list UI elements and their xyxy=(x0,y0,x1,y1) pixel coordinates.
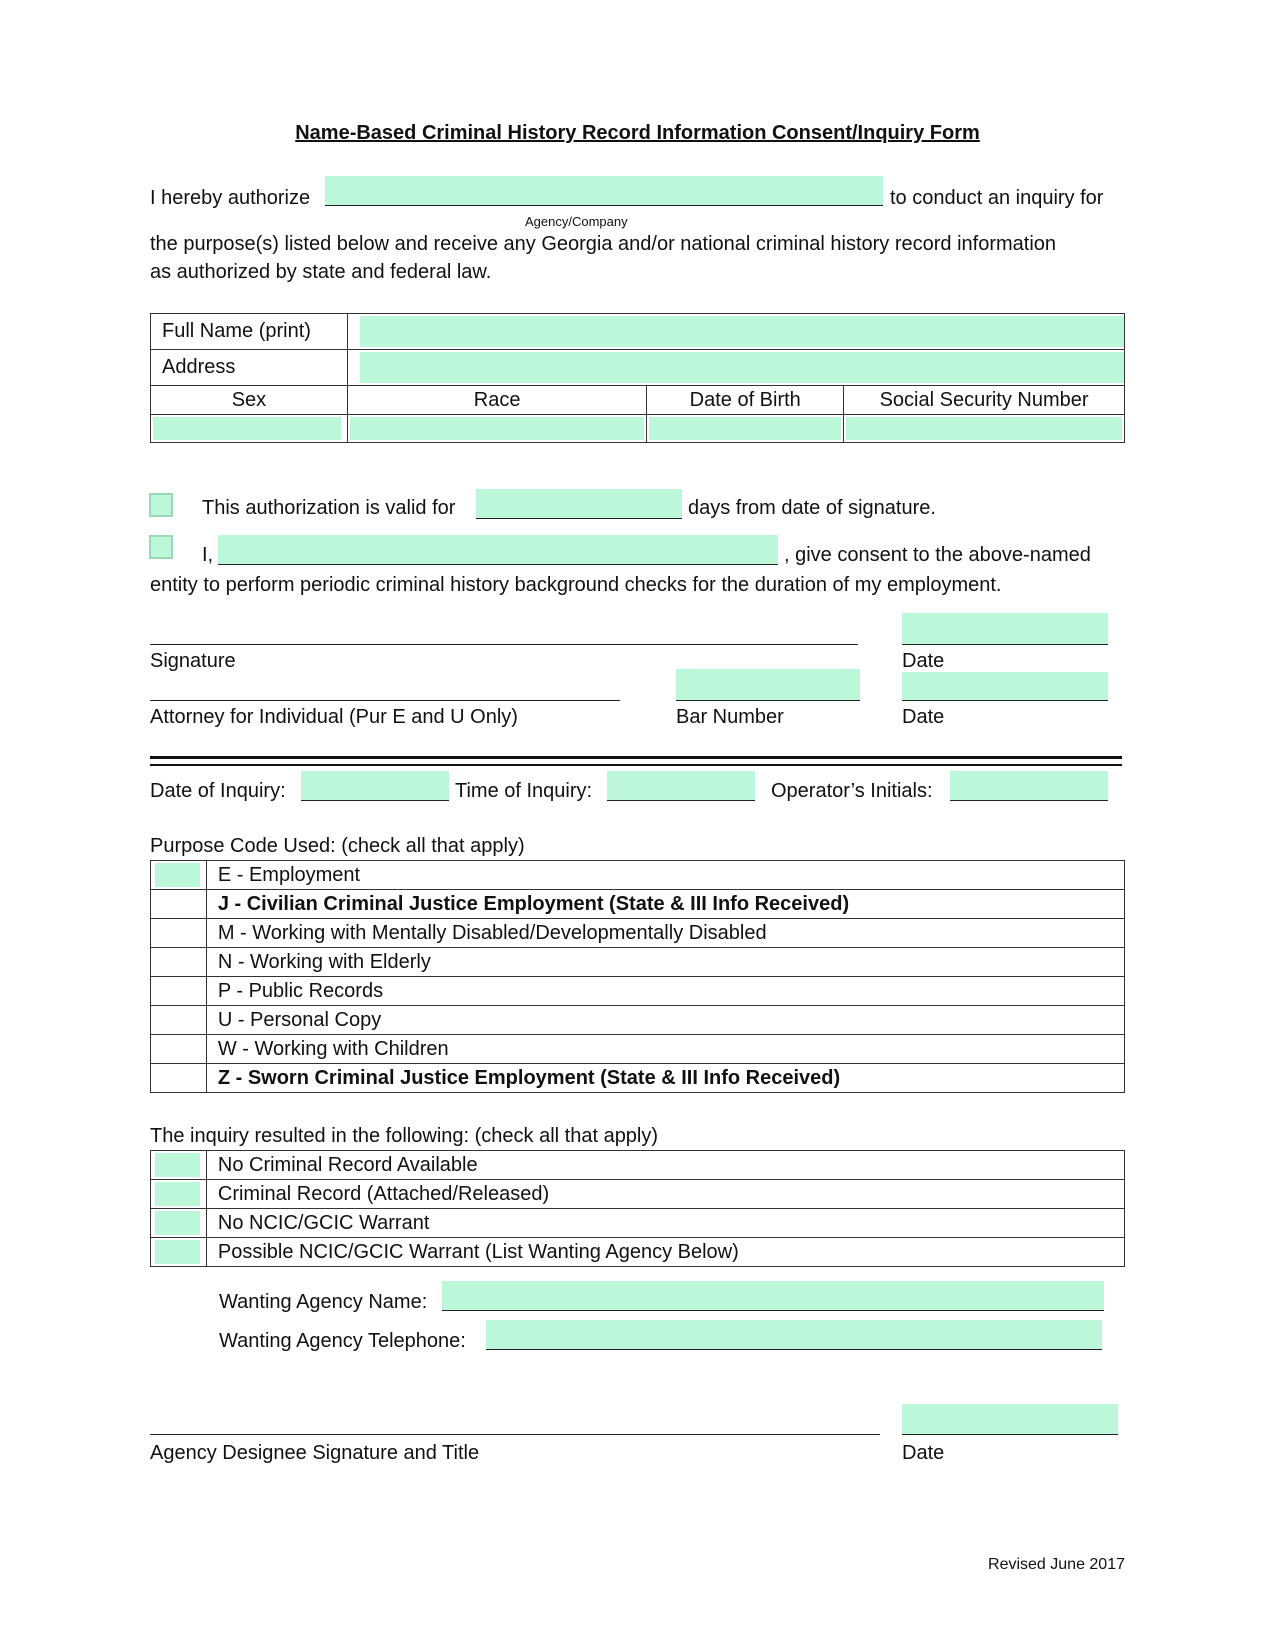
time-of-inquiry-label: Time of Inquiry: xyxy=(455,780,593,802)
full-name-field[interactable] xyxy=(360,316,1124,347)
purpose-z-checkbox[interactable] xyxy=(151,1064,207,1093)
purpose-code-label: P - Public Records xyxy=(217,979,384,1002)
time-of-inquiry-underline xyxy=(607,800,755,801)
operator-initials-underline xyxy=(950,800,1108,801)
purpose-j-checkbox[interactable] xyxy=(151,890,207,919)
signature-line[interactable] xyxy=(150,644,858,645)
consent-suffix: , give consent to the above-named xyxy=(784,544,1091,566)
table-row[interactable] xyxy=(151,1035,1125,1064)
attorney-label: Attorney for Individual (Pur E and U Only) xyxy=(150,706,518,728)
table-row[interactable] xyxy=(151,1209,1125,1238)
table-row[interactable] xyxy=(151,890,1125,919)
table-row[interactable] xyxy=(151,1151,1125,1180)
sex-field[interactable] xyxy=(153,417,341,440)
table-row[interactable] xyxy=(151,861,1125,890)
agency-company-field[interactable] xyxy=(325,176,883,206)
purpose-code-label: E - Employment xyxy=(217,863,361,886)
designee-signature-label: Agency Designee Signature and Title xyxy=(150,1442,480,1464)
table-row[interactable] xyxy=(151,948,1125,977)
table-row[interactable] xyxy=(151,1064,1125,1093)
purpose-w-checkbox[interactable] xyxy=(151,1035,207,1064)
result-label: No Criminal Record Available xyxy=(217,1153,478,1176)
ssn-header: Social Security Number xyxy=(879,388,1089,411)
designee-date-underline xyxy=(902,1434,1118,1435)
wanting-agency-telephone-label: Wanting Agency Telephone: xyxy=(219,1330,466,1352)
agency-company-label: Agency/Company xyxy=(525,214,628,229)
purpose-code-label: N - Working with Elderly xyxy=(217,950,431,973)
authorize-prefix: I hereby authorize xyxy=(150,187,311,209)
wanting-agency-name-label: Wanting Agency Name: xyxy=(219,1291,428,1313)
full-name-label: Full Name (print) xyxy=(162,320,311,342)
revision-note: Revised June 2017 xyxy=(988,1556,1125,1573)
purpose-p-checkbox[interactable] xyxy=(151,977,207,1006)
consent-line-2: entity to perform periodic criminal history background checks for the duration of my employment. xyxy=(150,574,1002,596)
operator-initials-label: Operator’s Initials: xyxy=(771,780,933,802)
sex-header: Sex xyxy=(231,388,267,411)
form-title: Name-Based Criminal History Record Information Consent/Inquiry Form xyxy=(295,122,980,144)
signature-date-label: Date xyxy=(902,650,945,672)
consent-prefix: I, xyxy=(202,544,214,566)
wanting-agency-telephone-field[interactable] xyxy=(486,1320,1102,1350)
bar-number-underline xyxy=(676,700,860,701)
validity-checkbox[interactable] xyxy=(149,493,173,517)
attorney-date-underline xyxy=(902,700,1108,701)
results-table xyxy=(150,1150,1125,1267)
consent-checkbox[interactable] xyxy=(149,535,173,559)
attorney-date-label: Date xyxy=(902,706,945,728)
authorize-suffix: to conduct an inquiry for xyxy=(890,187,1104,209)
result-label: Possible NCIC/GCIC Warrant (List Wanting Agency Below) xyxy=(217,1240,739,1263)
dob-field[interactable] xyxy=(649,417,841,440)
purpose-e-checkbox[interactable] xyxy=(155,863,200,887)
result-checkbox[interactable] xyxy=(155,1211,200,1235)
wanting-agency-name-underline xyxy=(442,1310,1104,1311)
date-of-inquiry-field[interactable] xyxy=(301,771,449,801)
purpose-code-label: W - Working with Children xyxy=(217,1037,449,1060)
result-label: No NCIC/GCIC Warrant xyxy=(217,1211,430,1234)
purpose-heading: Purpose Code Used: (check all that apply) xyxy=(150,835,525,857)
address-label: Address xyxy=(162,356,236,378)
table-row[interactable] xyxy=(151,1238,1125,1267)
purpose-code-label: Z - Sworn Criminal Justice Employment (State & III Info Received) xyxy=(217,1066,841,1089)
result-checkbox[interactable] xyxy=(155,1153,200,1177)
ssn-field[interactable] xyxy=(846,417,1122,440)
signature-label: Signature xyxy=(150,650,236,672)
wanting-agency-telephone-underline xyxy=(486,1349,1102,1350)
purpose-code-table xyxy=(150,860,1125,1093)
table-row[interactable] xyxy=(151,1180,1125,1209)
section-divider-top xyxy=(150,756,1122,759)
person-info-table xyxy=(150,313,1125,443)
dob-header: Date of Birth xyxy=(689,388,801,411)
designee-date-field[interactable] xyxy=(902,1404,1118,1434)
attorney-signature-line[interactable] xyxy=(150,700,620,701)
address-field[interactable] xyxy=(360,352,1124,383)
consent-name-underline xyxy=(218,564,778,565)
consent-name-field[interactable] xyxy=(218,535,778,565)
operator-initials-field[interactable] xyxy=(950,771,1108,801)
date-of-inquiry-underline xyxy=(301,800,449,801)
signature-date-underline xyxy=(902,644,1108,645)
bar-number-label: Bar Number xyxy=(676,706,784,728)
race-header: Race xyxy=(473,388,521,411)
authorize-body-2: as authorized by state and federal law. xyxy=(150,261,492,283)
validity-prefix: This authorization is valid for xyxy=(202,497,456,519)
purpose-code-label: M - Working with Mentally Disabled/Developmentally Disabled xyxy=(217,921,767,944)
validity-days-field[interactable] xyxy=(476,489,682,519)
attorney-date-field[interactable] xyxy=(902,672,1108,700)
purpose-code-label: U - Personal Copy xyxy=(217,1008,382,1031)
result-label: Criminal Record (Attached/Released) xyxy=(217,1182,550,1205)
designee-signature-line[interactable] xyxy=(150,1434,880,1435)
validity-suffix: days from date of signature. xyxy=(688,497,936,519)
results-heading: The inquiry resulted in the following: (check all that apply) xyxy=(150,1125,659,1147)
time-of-inquiry-field[interactable] xyxy=(607,771,755,801)
purpose-u-checkbox[interactable] xyxy=(151,1006,207,1035)
result-checkbox[interactable] xyxy=(155,1240,200,1264)
wanting-agency-name-field[interactable] xyxy=(442,1281,1104,1311)
authorize-body: the purpose(s) listed below and receive any Georgia and/or national criminal history record information xyxy=(150,233,1057,255)
agency-company-underline xyxy=(325,205,883,206)
result-checkbox[interactable] xyxy=(155,1182,200,1206)
validity-days-underline xyxy=(476,518,682,519)
purpose-n-checkbox[interactable] xyxy=(151,948,207,977)
race-field[interactable] xyxy=(350,417,644,440)
table-row[interactable] xyxy=(151,977,1125,1006)
designee-date-label: Date xyxy=(902,1442,945,1464)
table-row[interactable] xyxy=(151,919,1125,948)
date-of-inquiry-label: Date of Inquiry: xyxy=(150,780,286,802)
bar-number-field[interactable] xyxy=(676,669,860,700)
purpose-code-label: J - Civilian Criminal Justice Employment (State & III Info Received) xyxy=(217,892,850,915)
purpose-m-checkbox[interactable] xyxy=(151,919,207,948)
signature-date-field[interactable] xyxy=(902,613,1108,644)
section-divider-bottom xyxy=(150,764,1122,766)
table-row[interactable] xyxy=(151,1006,1125,1035)
